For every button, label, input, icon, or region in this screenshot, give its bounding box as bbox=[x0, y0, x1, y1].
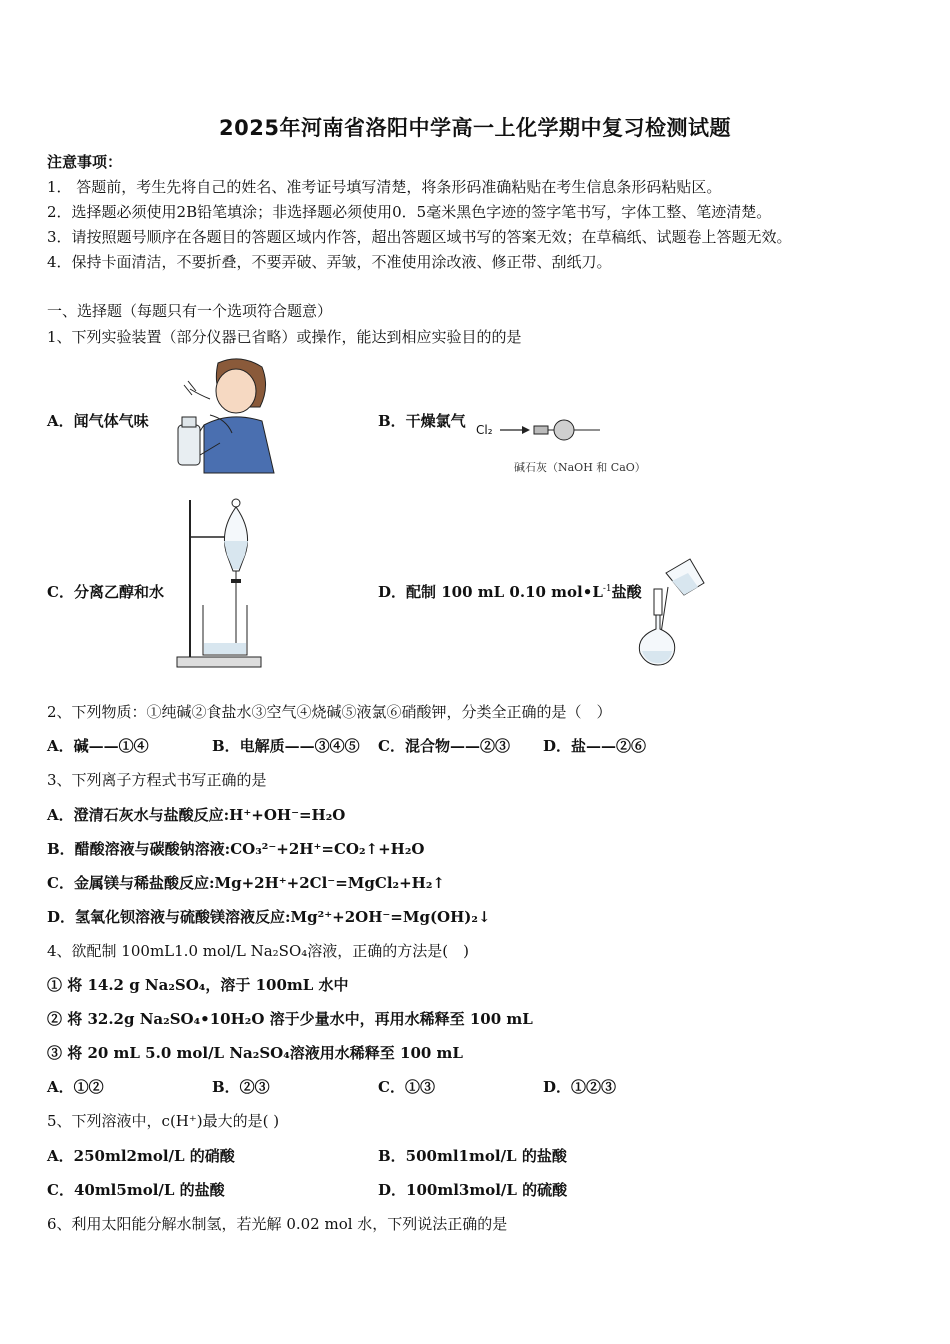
q4-option-d[interactable]: D．①②③ bbox=[543, 1078, 617, 1096]
q2-option-d[interactable]: D．盐——②⑥ bbox=[543, 737, 647, 755]
notice-item-2: 2．选择题必须使用2B铅笔填涂；非选择题必须使用0．5毫米黑色字迹的签字笔书写，字体工整、笔迹清楚。 bbox=[47, 203, 772, 221]
question-4-stem: 4、欲配制 100mL1.0 mol/L Na₂SO₄溶液，正确的方法是( ) bbox=[47, 942, 469, 960]
separatory-funnel-figure bbox=[175, 495, 265, 670]
q5-option-c[interactable]: C．40ml5mol/L 的盐酸 bbox=[47, 1181, 225, 1199]
volumetric-flask-figure bbox=[628, 553, 713, 668]
q1-option-d-suffix: 盐酸 bbox=[611, 583, 642, 601]
notice-item-4: 4．保持卡面清洁，不要折叠，不要弄破、弄皱，不准使用涂改液、修正带、刮纸刀。 bbox=[47, 253, 612, 271]
q2-option-a[interactable]: A．碱——①④ bbox=[47, 737, 149, 755]
q5-option-d[interactable]: D．100ml3mol/L 的硫酸 bbox=[378, 1181, 568, 1199]
q4-option-c[interactable]: C．①③ bbox=[378, 1078, 435, 1096]
smelling-gas-figure bbox=[170, 355, 280, 475]
question-6-stem: 6、利用太阳能分解水制氢，若光解 0.02 mol 水，下列说法正确的是 bbox=[47, 1215, 508, 1233]
question-2-stem: 2、下列物质：①纯碱②食盐水③空气④烧碱⑤液氯⑥硝酸钾，分类全正确的是（ ） bbox=[47, 703, 612, 721]
q1-option-b[interactable]: B．干燥氯气 bbox=[378, 412, 466, 430]
q3-option-d[interactable]: D．氢氧化钡溶液与硫酸镁溶液反应:Mg²⁺+2OH⁻=Mg(OH)₂↓ bbox=[47, 908, 491, 926]
q3-option-a[interactable]: A．澄清石灰水与盐酸反应:H⁺+OH⁻=H₂O bbox=[47, 806, 346, 824]
q5-option-b[interactable]: B．500ml1mol/L 的盐酸 bbox=[378, 1147, 567, 1165]
notice-heading: 注意事项： bbox=[47, 153, 123, 171]
q1-option-d[interactable] bbox=[378, 581, 642, 602]
q1-option-c[interactable]: C．分离乙醇和水 bbox=[47, 583, 164, 601]
q1-option-d-sup: -1 bbox=[602, 584, 612, 594]
drying-tube-figure bbox=[500, 418, 610, 448]
q5-option-a[interactable]: A．250ml2mol/L 的硝酸 bbox=[47, 1147, 235, 1165]
q4-statement-3: ③ 将 20 mL 5.0 mol/L Na₂SO₄溶液用水稀释至 100 mL bbox=[47, 1044, 463, 1062]
q1-option-a[interactable]: A．闻气体气味 bbox=[47, 412, 149, 430]
notice-item-1: 1． 答题前，考生先将自己的姓名、准考证号填写清楚，将条形码准确粘贴在考生信息条形码粘贴区。 bbox=[47, 178, 722, 196]
q2-option-c[interactable]: C．混合物——②③ bbox=[378, 737, 510, 755]
q4-statement-2: ② 将 32.2g Na₂SO₄•10H₂O 溶于少量水中，再用水稀释至 100 mL bbox=[47, 1010, 533, 1028]
b-fig-caption: 碱石灰（NaOH 和 CaO） bbox=[514, 461, 646, 474]
q2-option-b[interactable]: B．电解质——③④⑤ bbox=[212, 737, 360, 755]
question-1-stem: 1、下列实验装置（部分仪器已省略）或操作，能达到相应实验目的的是 bbox=[47, 328, 522, 346]
q3-option-c[interactable]: C．金属镁与稀盐酸反应:Mg+2H⁺+2Cl⁻=MgCl₂+H₂↑ bbox=[47, 874, 445, 892]
page-title: 2025年河南省洛阳中学高一上化学期中复习检测试题 bbox=[219, 116, 731, 140]
q3-option-b[interactable]: B．醋酸溶液与碳酸钠溶液:CO₃²⁻+2H⁺=CO₂↑+H₂O bbox=[47, 840, 425, 858]
q4-statement-1: ① 将 14.2 g Na₂SO₄，溶于 100mL 水中 bbox=[47, 976, 349, 994]
section-heading: 一、选择题（每题只有一个选项符合题意） bbox=[47, 302, 333, 320]
q4-option-a[interactable]: A．①② bbox=[47, 1078, 104, 1096]
b-fig-gas-label: Cl₂ bbox=[476, 423, 493, 437]
notice-item-3: 3．请按照题号顺序在各题目的答题区域内作答，超出答题区域书写的答案无效；在草稿纸、试题卷上答题无效。 bbox=[47, 228, 792, 246]
q4-option-b[interactable]: B．②③ bbox=[212, 1078, 270, 1096]
q1-option-d-prefix: D．配制 100 mL 0.10 mol•L bbox=[378, 583, 603, 601]
question-5-stem: 5、下列溶液中，c(H⁺)最大的是( ) bbox=[47, 1112, 280, 1130]
question-3-stem: 3、下列离子方程式书写正确的是 bbox=[47, 771, 267, 789]
